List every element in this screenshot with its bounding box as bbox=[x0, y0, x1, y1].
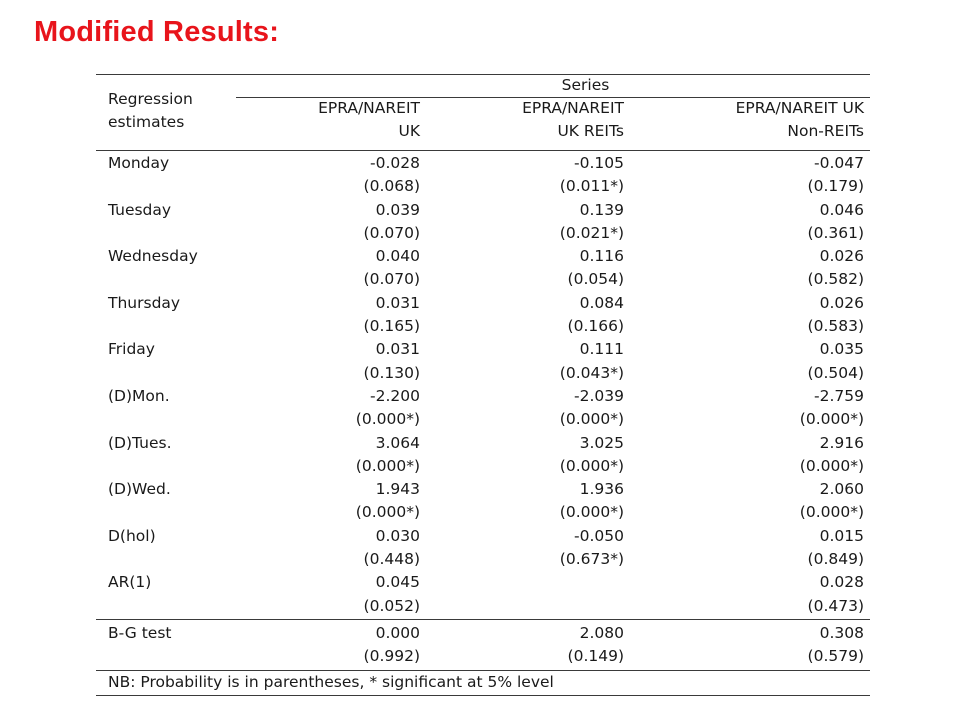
probability-uk: (0.070) bbox=[363, 270, 420, 289]
row-header-line1: Regression bbox=[108, 90, 193, 108]
table-row bbox=[96, 571, 870, 594]
estimate-uk-non-reits: 0.015 bbox=[819, 526, 864, 545]
series-label-text: Series bbox=[561, 76, 610, 94]
estimate-uk-non-reits: 2.060 bbox=[819, 480, 864, 499]
table-row-probability bbox=[96, 455, 870, 478]
probability-uk-reits: (0.000*) bbox=[559, 410, 624, 429]
estimate-uk: 0.030 bbox=[375, 526, 420, 545]
table-row-probability bbox=[96, 645, 870, 668]
estimate-uk: -2.200 bbox=[370, 386, 420, 405]
probability-uk: (0.992) bbox=[363, 647, 420, 666]
row-label: D(hol) bbox=[108, 526, 156, 545]
probability-uk-reits: (0.011*) bbox=[559, 177, 624, 196]
table-row-probability bbox=[96, 501, 870, 524]
probability-uk-non-reits: (0.583) bbox=[807, 317, 864, 336]
estimate-uk-non-reits: 0.046 bbox=[819, 200, 864, 219]
estimate-uk-reits: -0.050 bbox=[574, 526, 624, 545]
estimate-uk: 0.000 bbox=[375, 623, 420, 642]
table-row bbox=[96, 245, 870, 268]
bottom-rule bbox=[96, 695, 870, 696]
test-body bbox=[96, 620, 870, 669]
regression-table bbox=[96, 74, 870, 694]
estimate-uk-non-reits: -0.047 bbox=[814, 154, 864, 172]
probability-uk-non-reits: (0.179) bbox=[807, 177, 864, 196]
note-row bbox=[96, 671, 870, 694]
probability-uk: (0.165) bbox=[363, 317, 420, 336]
estimate-uk-reits: 0.111 bbox=[579, 340, 624, 359]
table-row-probability bbox=[96, 315, 870, 338]
table-row-probability bbox=[96, 595, 870, 618]
probability-uk-reits: (0.000*) bbox=[559, 456, 624, 475]
row-label: B-G test bbox=[108, 623, 172, 642]
table-row-probability bbox=[96, 268, 870, 291]
probability-uk-non-reits: (0.473) bbox=[807, 596, 864, 615]
estimate-uk-reits: 0.084 bbox=[579, 293, 624, 312]
probability-uk-reits: (0.054) bbox=[567, 270, 624, 289]
slide-title: Modified Results: bbox=[34, 16, 280, 48]
estimate-uk: 0.045 bbox=[375, 573, 420, 592]
probability-uk-reits: (0.673*) bbox=[559, 550, 624, 569]
table-header bbox=[96, 74, 870, 150]
table-row bbox=[96, 199, 870, 222]
probability-uk-non-reits: (0.849) bbox=[807, 550, 864, 569]
col-header-uk-reits-line2: UK REITs bbox=[557, 122, 624, 141]
estimate-uk-reits: 1.936 bbox=[579, 480, 624, 499]
estimate-uk-reits: 3.025 bbox=[579, 433, 624, 452]
probability-uk: (0.448) bbox=[363, 550, 420, 569]
table-row-probability bbox=[96, 548, 870, 571]
table-row bbox=[96, 338, 870, 361]
probability-uk-non-reits: (0.000*) bbox=[799, 503, 864, 522]
estimate-uk: 0.039 bbox=[375, 200, 420, 219]
row-label: Wednesday bbox=[108, 247, 198, 266]
probability-uk-non-reits: (0.582) bbox=[807, 270, 864, 289]
probability-uk: (0.052) bbox=[363, 596, 420, 615]
estimate-uk-reits: 0.116 bbox=[579, 247, 624, 266]
col-header-uk: EPRA/NAREIT bbox=[318, 99, 420, 117]
probability-uk-non-reits: (0.000*) bbox=[799, 456, 864, 475]
probability-uk-non-reits: (0.504) bbox=[807, 363, 864, 382]
estimate-uk-reits: -2.039 bbox=[574, 386, 624, 405]
probability-uk-reits: (0.021*) bbox=[559, 223, 624, 242]
table-row bbox=[96, 478, 870, 501]
estimate-uk: 0.031 bbox=[375, 340, 420, 359]
table-row bbox=[96, 622, 870, 645]
table-row bbox=[96, 152, 870, 175]
column-header-row-2 bbox=[96, 120, 870, 143]
table-row-probability bbox=[96, 408, 870, 431]
probability-uk: (0.070) bbox=[363, 223, 420, 242]
row-label: (D)Mon. bbox=[108, 386, 170, 405]
row-label: AR(1) bbox=[108, 573, 152, 592]
table-body bbox=[96, 150, 870, 618]
probability-uk-reits: (0.149) bbox=[567, 647, 624, 666]
probability-uk-reits: (0.000*) bbox=[559, 503, 624, 522]
table-row-probability bbox=[96, 222, 870, 245]
probability-uk-non-reits: (0.361) bbox=[807, 223, 864, 242]
probability-uk: (0.000*) bbox=[355, 456, 420, 475]
estimate-uk-reits: -0.105 bbox=[574, 154, 624, 172]
table-row bbox=[96, 292, 870, 315]
estimate-uk-reits: 2.080 bbox=[579, 623, 624, 642]
estimate-uk-non-reits: 0.035 bbox=[819, 340, 864, 359]
col-header-uk-line2: UK bbox=[398, 122, 420, 141]
col-header-uk-reits: EPRA/NAREIT bbox=[522, 99, 624, 117]
estimate-uk: 1.943 bbox=[375, 480, 420, 499]
estimate-uk-reits: 0.139 bbox=[579, 200, 624, 219]
column-header-row-1 bbox=[96, 97, 870, 120]
row-label: (D)Wed. bbox=[108, 480, 171, 499]
estimate-uk-non-reits: -2.759 bbox=[814, 386, 864, 405]
estimate-uk-non-reits: 2.916 bbox=[819, 433, 864, 452]
row-label: (D)Tues. bbox=[108, 433, 172, 452]
probability-uk: (0.000*) bbox=[355, 503, 420, 522]
table-row bbox=[96, 432, 870, 455]
row-label: Friday bbox=[108, 340, 155, 359]
row-label: Tuesday bbox=[108, 200, 172, 219]
row-header-line2: estimates bbox=[108, 113, 185, 132]
probability-uk-non-reits: (0.000*) bbox=[799, 410, 864, 429]
footnote: NB: Probability is in parentheses, * significant at 5% level bbox=[108, 672, 554, 691]
table-row-probability bbox=[96, 175, 870, 198]
estimate-uk: 3.064 bbox=[375, 433, 420, 452]
estimate-uk-non-reits: 0.308 bbox=[819, 623, 864, 642]
probability-uk: (0.130) bbox=[363, 363, 420, 382]
row-label: Monday bbox=[108, 154, 170, 172]
estimate-uk: -0.028 bbox=[370, 154, 420, 172]
probability-uk-reits: (0.043*) bbox=[559, 363, 624, 382]
table-row bbox=[96, 385, 870, 408]
series-label bbox=[96, 74, 870, 97]
probability-uk: (0.000*) bbox=[355, 410, 420, 429]
col-header-uk-non-reits-line2: Non-REITs bbox=[787, 122, 864, 141]
table-row-probability bbox=[96, 362, 870, 385]
probability-uk: (0.068) bbox=[363, 177, 420, 196]
estimate-uk: 0.040 bbox=[375, 247, 420, 266]
estimate-uk-non-reits: 0.026 bbox=[819, 247, 864, 266]
row-label: Thursday bbox=[108, 293, 181, 312]
estimate-uk-non-reits: 0.026 bbox=[819, 293, 864, 312]
estimate-uk: 0.031 bbox=[375, 293, 420, 312]
estimate-uk-non-reits: 0.028 bbox=[819, 573, 864, 592]
probability-uk-non-reits: (0.579) bbox=[807, 647, 864, 666]
col-header-uk-non-reits: EPRA/NAREIT UK bbox=[735, 99, 864, 117]
table-row bbox=[96, 525, 870, 548]
probability-uk-reits: (0.166) bbox=[567, 317, 624, 336]
